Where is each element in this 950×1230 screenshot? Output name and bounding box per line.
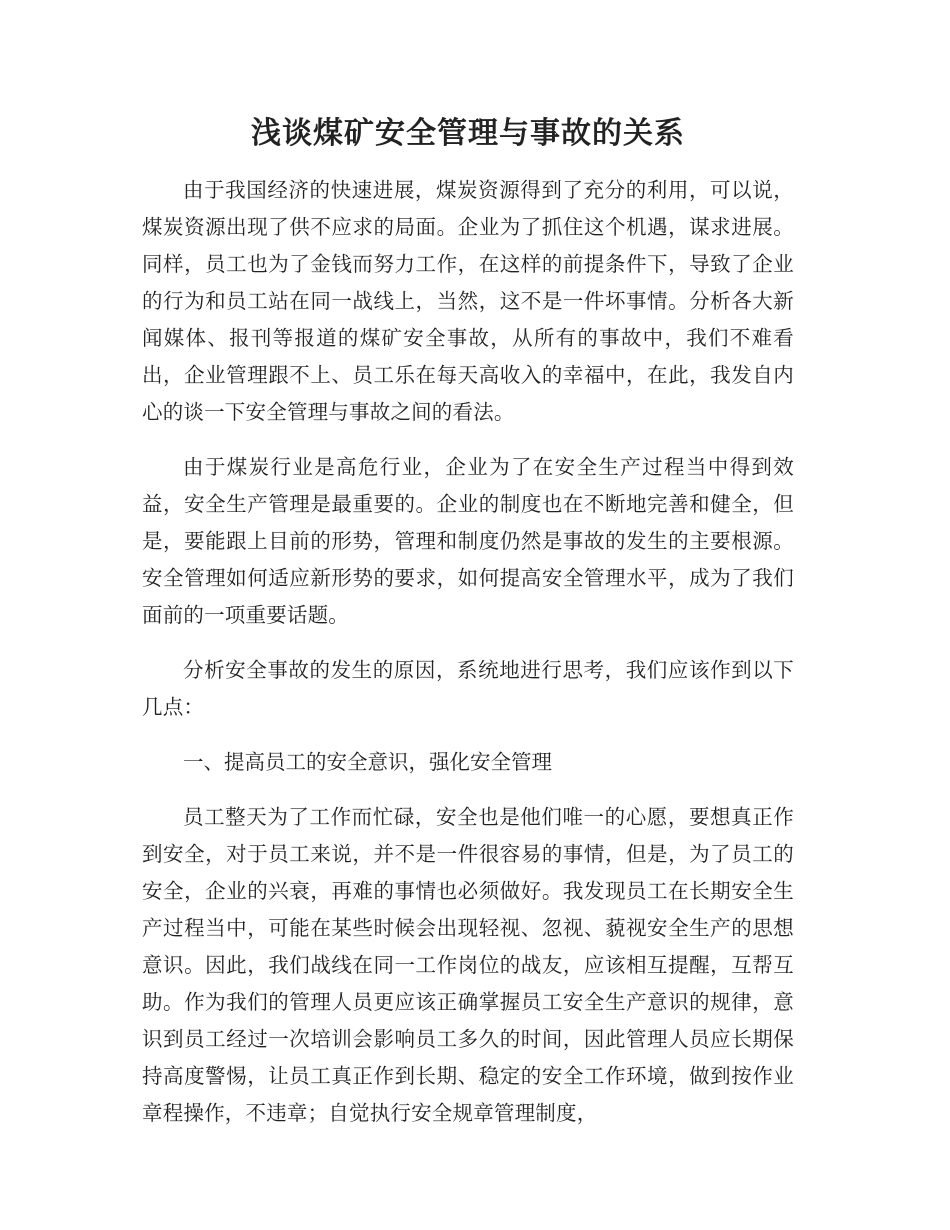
section-heading: 一、提高员工的安全意识，强化安全管理 bbox=[183, 750, 552, 774]
paragraph-section-one: 员工整天为了工作而忙碌，安全也是他们唯一的心愿，要想真正作到安全，对于员工来说，并不是一件很容易的事情，但是，为了员工的安全，企业的兴衰，再难的事情也必须做好。我发现员工在长期安全生产过程当中，可能在某些时候会出现轻视、忽视、藐视安全生产的思想意识。因此，我们战线在同一工作岗位的战友，应该相互提醒，互帮互助。作为我们的管理人员更应该正确掌握员工安全生产意识的规律，意识到员工经过一次培训会影响员工多久的时间，因此管理人员应长期保持高度警惕，让员工真正作到长期、稳定的安全工作环境，做到按作业章程操作，不违章；自觉执行安全规章管理制度， bbox=[142, 805, 794, 1125]
document-title: 浅谈煤矿安全管理与事故的关系 bbox=[251, 116, 685, 151]
paragraph-points: 分析安全事故的发生的原因，系统地进行思考，我们应该作到以下几点： bbox=[142, 658, 794, 719]
paragraph-intro: 由于我国经济的快速进展，煤炭资源得到了充分的利用，可以说，煤炭资源出现了供不应求的局面。企业为了抓住这个机遇，谋求进展。同样，员工也为了金钱而努力工作，在这样的前提条件下，导致了企业的行为和员工站在同一战线上，当然，这不是一件坏事情。分析各大新闻媒体、报刊等报道的煤矿安全事故，从所有的事故中，我们不难看出，企业管理跟不上、员工乐在每天高收入的幸福中，在此，我发自内心的谈一下安全管理与事故之间的看法。 bbox=[142, 178, 794, 424]
paragraph-industry: 由于煤炭行业是高危行业，企业为了在安全生产过程当中得到效益，安全生产管理是最重要的。企业的制度也在不断地完善和健全，但是，要能跟上目前的形势，管理和制度仍然是事故的发生的主要根源。安全管理如何适应新形势的要求，如何提高安全管理水平，成为了我们面前的一项重要话题。 bbox=[142, 455, 794, 627]
document-body bbox=[142, 112, 794, 1150]
